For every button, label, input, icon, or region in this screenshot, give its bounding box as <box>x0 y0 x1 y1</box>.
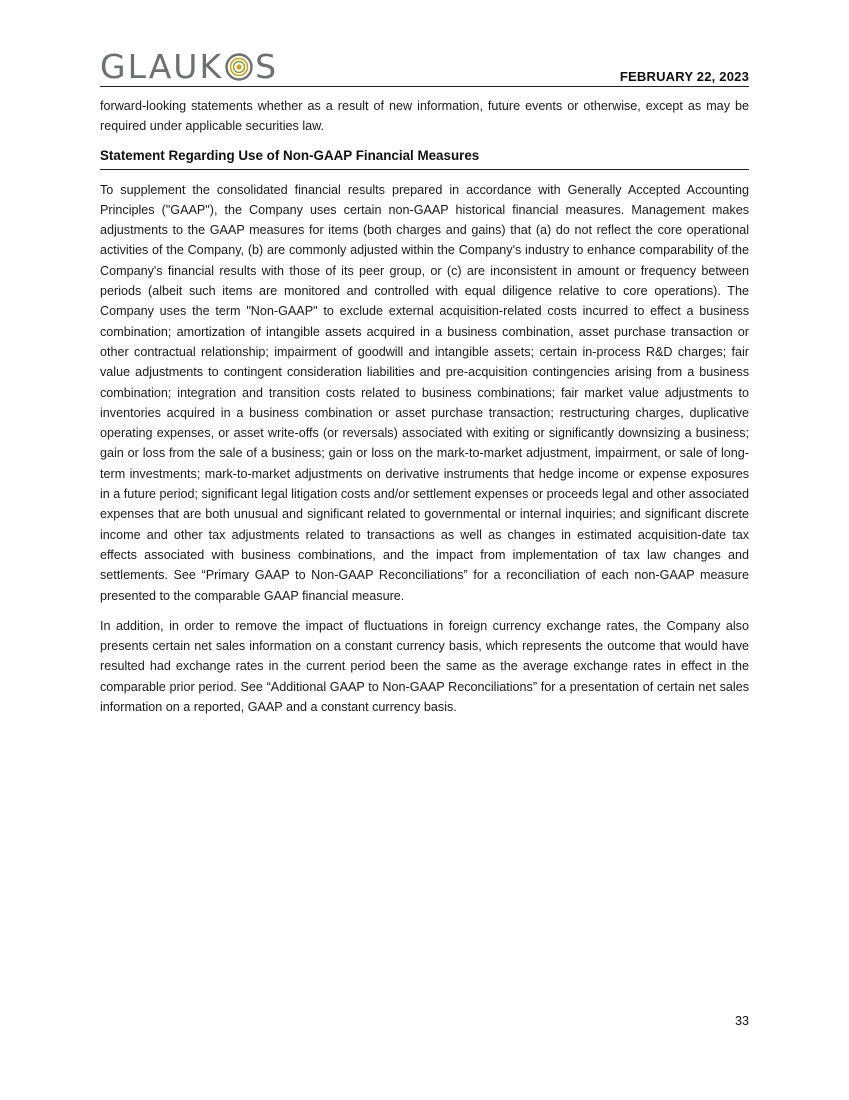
page-header <box>100 48 749 87</box>
report-date: FEBRUARY 22, 2023 <box>619 69 749 84</box>
logo-eye-icon <box>224 52 254 82</box>
paragraph-constant-currency: In addition, in order to remove the impact of fluctuations in foreign currency exchange rates, the Company also presents certain net sales information on a constant currency basis, which represents the outcome that would have resulted had exchange rates in the current period been the same as the average exchange rates in effect in the comparable prior period. See “Additional GAAP to Non-GAAP Reconciliations” for a presentation of certain net sales information on a reported, GAAP and a constant currency basis. <box>100 618 749 715</box>
company-logo <box>100 48 278 86</box>
document-body <box>100 96 749 727</box>
logo-text-left: GLAUK <box>100 47 224 86</box>
page-number: 33 <box>734 1014 749 1028</box>
paragraph-non-gaap-definition: To supplement the consolidated financial results prepared in accordance with Generally Accepted Accounting Principles ("GAAP"), the Company uses certain non-GAAP historical financial measures. Management makes adjustments to the GAAP measures for items (both charges and gains) that (a) do not reflect the core operational activities of the Company, (b) are commonly adjusted within the Company's industry to enhance comparability of the Company's financial results with those of its peer group, or (c) are inconsistent in amount or frequency between periods (albeit such items are monitored and controlled with equal diligence relative to core operations). The Company uses the term "Non-GAAP" to exclude external acquisition-related costs incurred to effect a business combination; amortization of intangible assets acquired in a business combination, asset purchase transaction or other contractual relationship; impairment of goodwill and intangible assets; certain in-process R&D charges; fair value adjustments to contingent consideration liabilities and pre-acquisition contingencies arising from a business combination; integration and transition costs related to business combinations; fair market value adjustments to inventories acquired in a business combination or asset purchase transaction; restructuring charges, duplicative operating expenses, or asset write-offs (or reversals) associated with exiting or significantly downsizing a business; gain or loss from the sale of a business; gain or loss on the mark-to-market adjustment, impairment, or sale of long-term investments; mark-to-market adjustments on derivative instruments that hedge income or expense exposures in a future period; significant legal litigation costs and/or settlement expenses or proceeds legal and other associated expenses that are both unusual and significant related to governmental or internal inquiries; and significant discrete income and other tax adjustments related to transactions as well as changes in estimated acquisition-date tax effects associated with business combinations, and the impact from implementation of tax law changes and settlements. See “Primary GAAP to Non-GAAP Reconciliations” for a reconciliation of each non-GAAP measure presented to the comparable GAAP financial measure. <box>100 182 749 603</box>
logo-text-right: S <box>255 47 279 86</box>
intro-paragraph: forward-looking statements whether as a result of new information, future events or otherwise, except as may be required under applicable securities law. <box>100 99 749 134</box>
document-page <box>100 0 749 1100</box>
section-heading: Statement Regarding Use of Non-GAAP Financial Measures <box>100 145 749 170</box>
